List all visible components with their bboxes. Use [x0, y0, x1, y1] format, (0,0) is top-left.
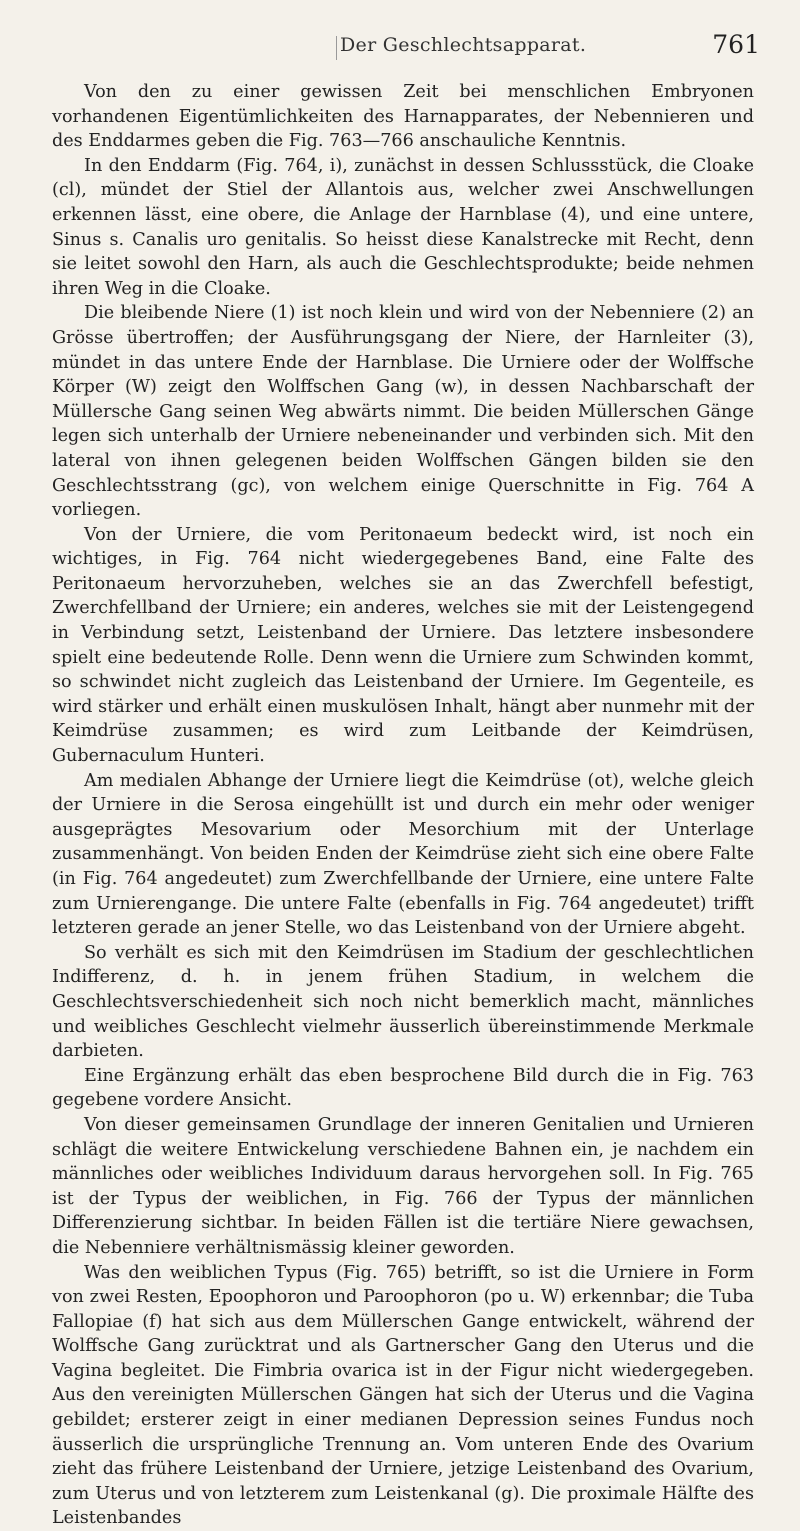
paragraph: Von dieser gemeinsamen Grundlage der inneren Genitalien und Urnieren schlägt die weitere Entwickelung verschiedene Bahnen ein, je nachdem ein männliches oder weibliches Individuum daraus hervorgehen soll. In Fig. 765 ist der Typus der weiblichen, in Fig. 766 der Typus der männlichen Differenzierung sichtbar. In beiden Fällen ist die tertiäre Niere gewachsen, die Nebenniere verhältnismässig kleiner geworden. [52, 1113, 754, 1261]
running-title: Der Geschlechtsapparat. [340, 34, 586, 56]
paragraph: Eine Ergänzung erhält das eben besprochene Bild durch die in Fig. 763 gegebene vordere Ansicht. [52, 1064, 754, 1113]
paragraph: Von den zu einer gewissen Zeit bei menschlichen Embryonen vorhandenen Eigentümlichkeiten des Harnapparates, der Nebennieren und des Enddarmes geben die Fig. 763—766 anschauliche Kenntnis. [52, 80, 754, 154]
header-divider [336, 36, 337, 60]
body-text [52, 80, 754, 1531]
running-header [40, 34, 760, 64]
paragraph: Von der Urniere, die vom Peritonaeum bedeckt wird, ist noch ein wichtiges, in Fig. 764 nicht wiedergegebenes Band, eine Falte des Peritonaeum hervorzuheben, welches sie an das Zwerchfell befestigt, Zwerchfellband der Urniere; ein anderes, welches sie mit der Leistengegend in Verbindung setzt, Leistenband der Urniere. Das letztere insbesondere spielt eine bedeutende Rolle. Denn wenn die Urniere zum Schwinden kommt, so schwindet nicht zugleich das Leistenband der Urniere. Im Gegenteile, es wird stärker und erhält einen muskulösen Inhalt, hängt aber nunmehr mit der Keimdrüse zusammen; es wird zum Leitbande der Keimdrüsen, Gubernaculum Hunteri. [52, 523, 754, 769]
paragraph: Am medialen Abhange der Urniere liegt die Keimdrüse (ot), welche gleich der Urniere in die Serosa eingehüllt ist und durch ein mehr oder weniger ausgeprägtes Mesovarium oder Mesorchium mit der Unterlage zusammenhängt. Von beiden Enden der Keimdrüse zieht sich eine obere Falte (in Fig. 764 angedeutet) zum Zwerchfellbande der Urniere, eine untere Falte zum Urnierengange. Die untere Falte (ebenfalls in Fig. 764 angedeutet) trifft letzteren gerade an jener Stelle, wo das Leistenband von der Urniere abgeht. [52, 769, 754, 941]
paragraph: In den Enddarm (Fig. 764, i), zunächst in dessen Schlussstück, die Cloake (cl), mündet der Stiel der Allantois aus, welcher zwei Anschwellungen erkennen lässt, eine obere, die Anlage der Harnblase (4), und eine untere, Sinus s. Canalis uro genitalis. So heisst diese Kanalstrecke mit Recht, denn sie leitet sowohl den Harn, als auch die Geschlechtsprodukte; beide nehmen ihren Weg in die Cloake. [52, 154, 754, 302]
paragraph: So verhält es sich mit den Keimdrüsen im Stadium der geschlechtlichen Indifferenz, d. h. in jenem frühen Stadium, in welchem die Geschlechtsverschiedenheit sich noch nicht bemerklich macht, männliches und weibliches Geschlecht vielmehr äusserlich übereinstimmende Merkmale darbieten. [52, 941, 754, 1064]
paragraph: Was den weiblichen Typus (Fig. 765) betrifft, so ist die Urniere in Form von zwei Resten, Epoophoron und Paroophoron (po u. W) erkennbar; die Tuba Fallopiae (f) hat sich aus dem Müllerschen Gange entwickelt, während der Wolffsche Gang zurücktrat und als Gartnerscher Gang den Uterus und die Vagina begleitet. Die Fimbria ovarica ist in der Figur nicht wiedergegeben. Aus den vereinigten Müllerschen Gängen hat sich der Uterus und die Vagina gebildet; ersterer zeigt in einer medianen Depression seines Fundus noch äusserlich die ursprüngliche Trennung an. Vom unteren Ende des Ovarium zieht das frühere Leistenband der Urniere, jetzige Leistenband des Ovarium, zum Uterus und von letzterem zum Leistenkanal (g). Die proximale Hälfte des Leistenbandes [52, 1261, 754, 1531]
page-number: 761 [712, 30, 760, 59]
paragraph: Die bleibende Niere (1) ist noch klein und wird von der Nebenniere (2) an Grösse übertroffen; der Ausführungsgang der Niere, der Harnleiter (3), mündet in das untere Ende der Harnblase. Die Urniere oder der Wolffsche Körper (W) zeigt den Wolffschen Gang (w), in dessen Nachbarschaft der Müllersche Gang seinen Weg abwärts nimmt. Die beiden Müllerschen Gänge legen sich unterhalb der Urniere nebeneinander und verbinden sich. Mit den lateral von ihnen gelegenen beiden Wolffschen Gängen bilden sie den Geschlechtsstrang (gc), von welchem einige Querschnitte in Fig. 764 A vorliegen. [52, 301, 754, 522]
